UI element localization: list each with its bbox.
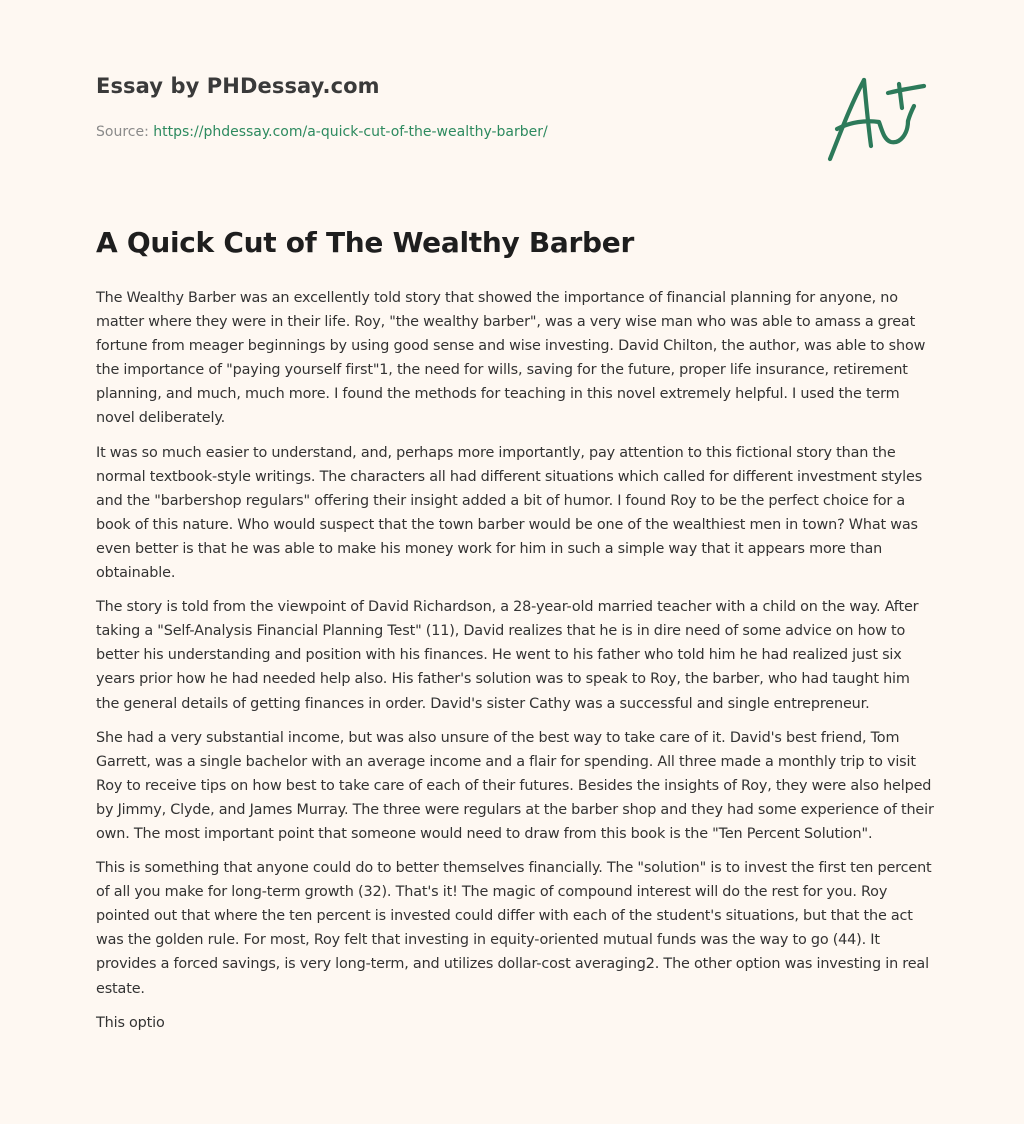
essay-paragraph: The Wealthy Barber was an excellently told story that showed the importance of financial planning for anyone, no matter where they were in their life. Roy, "the wealthy barber", was a very wise man who was able to amass a great fortune from meager beginnings by using good sense and wise investing. David Chilton, the author, was able to show the importance of "paying yourself first"1, the need for wills, saving for the future, proper life insurance, retirement planning, and much, much more. I found the methods for teaching in this novel extremely helpful. I used the term novel deliberately. [96, 290, 926, 427]
page-header [96, 0, 928, 180]
source-line [96, 124, 548, 140]
site-brand: Essay by PHDessay.com [96, 74, 380, 98]
a-plus-grade-icon [824, 66, 928, 166]
essay-paragraph: This is something that anyone could do to better themselves financially. The "solution" is to invest the first ten percent of all you make for long-term growth (32). That's it! The magic of compound interest will do the rest for you. Roy pointed out that where the ten percent is invested could differ with each of the student's situations, but that the act was the golden rule. For most, Roy felt that investing in equity-oriented mutual funds was the way to go (44). It provides a forced savings, is very long-term, and utilizes dollar-cost averaging2. The other option was investing in real estate. [96, 860, 932, 997]
essay-paragraph: The story is told from the viewpoint of David Richardson, a 28-year-old married teacher with a child on the way. After taking a "Self-Analysis Financial Planning Test" (11), David realizes that he is in dire need of some advice on how to better his understanding and position with his finances. He went to his father who told him he had realized just six years prior how he had needed help also. His father's solution was to speak to Roy, the barber, who had taught him the general details of getting finances in order. David's sister Cathy was a successful and single entrepreneur. [96, 599, 919, 712]
source-label: Source: [96, 124, 149, 140]
essay-body [96, 286, 936, 1045]
source-link[interactable]: https://phdessay.com/a-quick-cut-of-the-wealthy-barber/ [153, 124, 548, 140]
essay-paragraph: It was so much easier to understand, and, perhaps more importantly, pay attention to this fictional story than the normal textbook-style writings. The characters all had different situations which called for different investment styles and the "barbershop regulars" offering their insight added a bit of humor. I found Roy to be the perfect choice for a book of this nature. Who would suspect that the town barber would be one of the wealthiest men in town? What was even better is that he was able to make his money work for him in such a simple way that it appears more than obtainable. [96, 444, 923, 582]
essay-paragraph: She had a very substantial income, but was also unsure of the best way to take care of it. David's best friend, Tom Garrett, was a single bachelor with an average income and a flair for spending. All three made a monthly trip to visit Roy to receive tips on how best to take care of each of their futures. Besides the insights of Roy, they were also helped by Jimmy, Clyde, and James Murray. The three were regulars at the barber shop and they had some experience of their own. The most important point that someone would need to draw from this book is the "Ten Percent Solution". [96, 729, 934, 842]
essay-paragraph: This optio [96, 1014, 165, 1031]
essay-title: A Quick Cut of The Wealthy Barber [96, 226, 634, 259]
